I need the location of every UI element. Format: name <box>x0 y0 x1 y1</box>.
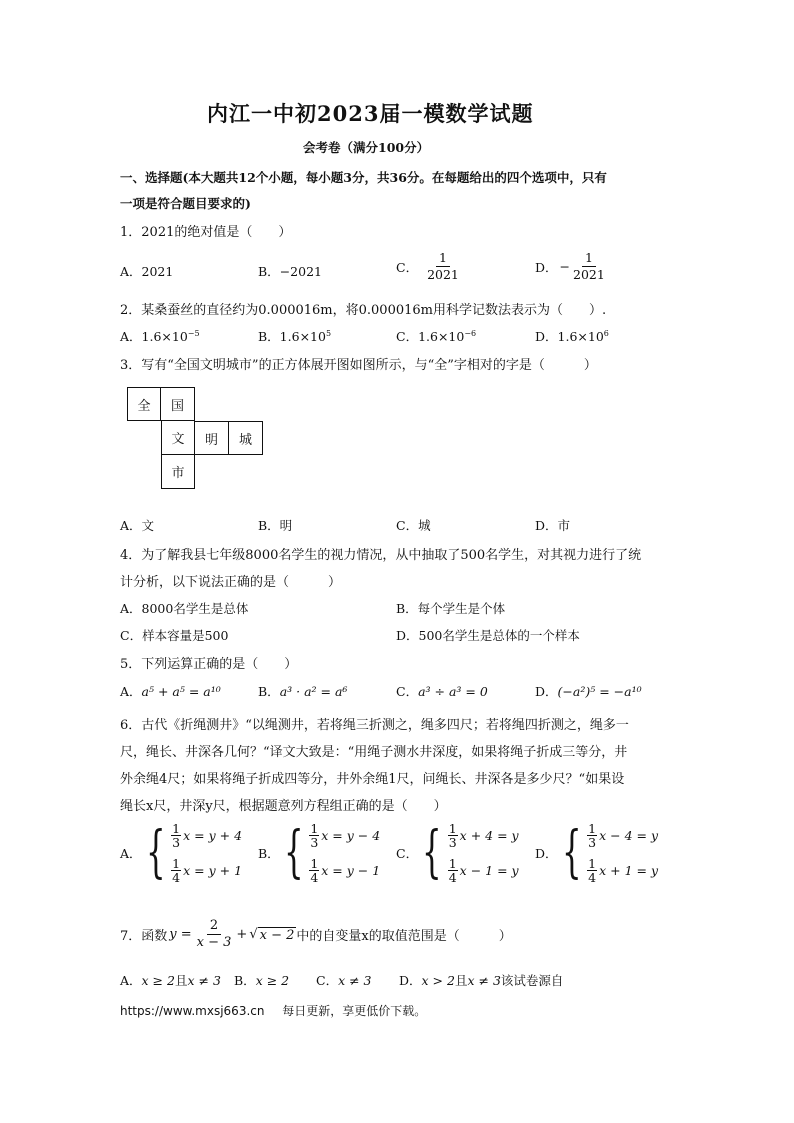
q6-stem-line3: 外余绳4尺；如果将绳子折成四等分，井外余绳1尺，问绳长、井深各是多少尺？“如果设 <box>120 772 625 787</box>
q1-option-a: A．2021 <box>120 264 174 279</box>
q2-b-exp: 5 <box>325 328 332 338</box>
q7-d-and: 且 <box>454 973 468 988</box>
q6-stem-line1: 6．古代《折绳测井》“以绳测井，若将绳三折测之，绳多四尺；若将绳四折测之，绳多一 <box>120 718 629 733</box>
q1-option-b <box>258 262 322 280</box>
cube-cell-quan: 全 <box>127 387 161 421</box>
q6-c-label: C． <box>396 846 419 861</box>
q7-stem <box>120 918 512 951</box>
q1-option-c-fraction <box>424 250 462 283</box>
q1-option-d-minus: − <box>559 259 571 274</box>
q4-stem-line2: 计分析，以下说法正确的是（ ） <box>120 575 342 590</box>
q1-option-d <box>535 250 608 283</box>
q1-c-denominator: 2021 <box>427 267 459 282</box>
q7-fraction <box>194 918 235 951</box>
q6-b-brace: { <box>283 820 304 885</box>
q7-d-label: D． <box>399 973 422 988</box>
q7-stem-suffix: 中的自变量x的取值范围是（ ） <box>296 929 512 944</box>
cube-cell-wen: 文 <box>161 421 195 455</box>
q6-a-system <box>171 822 242 884</box>
q6-d-frac1: 1 3 <box>588 821 597 850</box>
q7-c-label: C． <box>316 973 339 988</box>
q7-c-expr: x ≠ 3 <box>338 973 372 988</box>
q6-d-frac2: 1 4 <box>588 856 597 885</box>
q6-b-frac1: 1 3 <box>310 821 319 850</box>
footer-url[interactable]: https://www.mxsj663.cn <box>120 1004 265 1018</box>
q1-option-d-label: D． <box>535 259 558 275</box>
q6-a-eq2: 1 4 x = y + 1 <box>172 856 243 885</box>
q7-b-expr: x ≥ 2 <box>255 973 290 988</box>
exam-subtitle: 会考卷（满分100分） <box>303 140 430 155</box>
q5-a-expr: a⁵ + a⁵ = a¹⁰ <box>141 684 221 699</box>
footer-note: 每日更新，享更低价下载。 <box>282 1004 427 1018</box>
q1-option-c-label: C． <box>396 259 419 275</box>
cube-cell-cheng: 城 <box>229 421 263 455</box>
q6-stem-line2: 尺，绳长、井深各几何？“译文大致是：“用绳子测水井深度，如果将绳子折成三等分，井 <box>120 745 628 760</box>
q7-d-expr2: x ≠ 3 <box>467 973 501 988</box>
q6-b-eq2: 1 4 x = y − 1 <box>310 856 381 885</box>
q2-option-c <box>396 327 476 345</box>
q6-option-d <box>535 822 658 884</box>
q6-d-label: D． <box>535 846 558 861</box>
footer <box>120 1002 426 1019</box>
q3-stem: 3．写有“全国文明城市”的正方体展开图如图所示，与“全”字相对的字是（ ） <box>120 358 597 373</box>
q6-c-frac1: 1 3 <box>448 821 457 850</box>
q6-c-eq1: 1 3 x + 4 = y <box>448 821 519 850</box>
q7-b-label: B． <box>234 973 256 988</box>
q2-option-d <box>535 327 609 345</box>
q7-frac-den: x − 3 <box>196 935 232 950</box>
q1-d-denominator: 2021 <box>573 267 605 282</box>
q7-a-and: 且 <box>174 973 188 988</box>
q6-d-eq1: 1 3 x − 4 = y <box>588 821 659 850</box>
q5-d-expr: (−a²)⁵ = −a¹⁰ <box>557 684 642 699</box>
q6-b-frac2: 1 4 <box>310 856 319 885</box>
q5-b-label: B． <box>258 684 280 699</box>
q5-a-label: A． <box>120 684 142 699</box>
q7-trailing-note: 该试卷源自 <box>500 973 564 988</box>
q6-stem-line4: 绳长x尺，井深y尺，根据题意列方程组正确的是（ ） <box>120 799 447 814</box>
q6-a-frac2: 1 4 <box>172 856 181 885</box>
q6-c-eq2: 1 4 x − 1 = y <box>448 856 519 885</box>
q7-option-d <box>399 971 563 989</box>
cube-cell-shi: 市 <box>161 455 195 489</box>
q4-option-c: C．样本容量是500 <box>120 628 229 643</box>
q7-sqrt-body: x − 2 <box>259 927 295 943</box>
q6-d-system <box>587 822 658 884</box>
q7-d-expr: x > 2 <box>421 973 455 988</box>
q6-a-frac1: 1 3 <box>172 821 181 850</box>
q2-stem: 2．某桑蚕丝的直径约为0.000016m，将0.000016m用科学记数法表示为（ ）. <box>120 303 607 318</box>
q6-option-c <box>396 822 519 884</box>
cube-cell-ming: 明 <box>195 421 229 455</box>
q7-plus: + <box>236 927 248 942</box>
q2-c-exp: −6 <box>464 328 477 338</box>
q1-option-d-fraction <box>570 250 608 283</box>
q2-d-base: D．1.6×10 <box>535 329 604 344</box>
q1-c-numerator: 1 <box>436 250 450 267</box>
q6-c-system <box>448 822 519 884</box>
q6-b-label: B． <box>258 846 280 861</box>
q7-a-expr: x ≥ 2 <box>141 973 175 988</box>
q2-a-base: A．1.6×10 <box>120 329 188 344</box>
q7-sqrt-symbol: √ <box>249 927 258 942</box>
q2-c-base: C．1.6×10 <box>396 329 465 344</box>
q5-option-a <box>120 682 221 700</box>
q4-stem-line1: 4．为了解我县七年级8000名学生的视力情况，从中抽取了500名学生，对其视力进行了统 <box>120 548 642 563</box>
q5-c-expr: a³ ÷ a³ = 0 <box>418 684 488 699</box>
q2-option-a <box>120 327 200 345</box>
q7-option-b <box>234 971 289 989</box>
q1-d-numerator: 1 <box>582 250 596 267</box>
q5-option-b <box>258 682 347 700</box>
q3-option-d: D．市 <box>535 518 571 533</box>
q7-option-a <box>120 971 221 989</box>
cube-cell-guo: 国 <box>161 387 195 421</box>
q2-d-exp: 6 <box>603 328 609 338</box>
q5-c-label: C． <box>396 684 419 699</box>
q7-frac-num: 2 <box>207 918 221 935</box>
q6-b-system <box>309 822 380 884</box>
q5-d-label: D． <box>535 684 558 699</box>
q1-option-b-value: −2021 <box>279 264 322 279</box>
q4-option-a: A．8000名学生是总体 <box>120 601 249 616</box>
q4-option-d: D．500名学生是总体的一个样本 <box>396 628 580 643</box>
q7-a-label: A． <box>120 973 142 988</box>
q6-a-eq1: 1 3 x = y + 4 <box>172 821 243 850</box>
q5-b-expr: a³ · a² = a⁶ <box>279 684 348 699</box>
q2-b-base: B．1.6×10 <box>258 329 326 344</box>
q7-fn-lhs: y = <box>169 927 192 942</box>
q2-a-exp: −5 <box>187 328 200 338</box>
q5-option-d <box>535 682 642 700</box>
q2-option-b <box>258 327 331 345</box>
q6-a-brace: { <box>145 820 166 885</box>
q6-d-eq2: 1 4 x + 1 = y <box>588 856 659 885</box>
q6-d-brace: { <box>561 820 582 885</box>
q4-option-b: B．每个学生是个体 <box>396 601 506 616</box>
q6-c-frac2: 1 4 <box>448 856 457 885</box>
q1-stem: 1．2021的绝对值是（ ） <box>120 225 292 240</box>
exam-title: 内江一中初2023届一模数学试题 <box>207 101 534 126</box>
section-heading-line2: 一项是符合题目要求的) <box>120 196 251 211</box>
q3-option-c: C．城 <box>396 518 431 533</box>
q5-option-c <box>396 682 488 700</box>
q3-option-a: A．文 <box>120 518 155 533</box>
section-heading-line1: 一、选择题(本大题共12个小题，每小题3分，共36分。在每题给出的四个选项中，只有 <box>120 170 607 185</box>
q1-option-c <box>396 250 462 283</box>
q1-option-b-label: B． <box>258 264 280 279</box>
q6-a-label: A． <box>120 846 142 861</box>
q6-b-eq1: 1 3 x = y − 4 <box>310 821 381 850</box>
q7-a-expr2: x ≠ 3 <box>187 973 221 988</box>
q5-stem: 5．下列运算正确的是（ ） <box>120 657 298 672</box>
q7-stem-prefix: 7．函数 <box>120 929 168 944</box>
q7-option-c <box>316 971 372 989</box>
q6-option-b <box>258 822 380 884</box>
q6-option-a <box>120 822 242 884</box>
q3-option-b: B．明 <box>258 518 293 533</box>
q6-c-brace: { <box>422 820 442 885</box>
